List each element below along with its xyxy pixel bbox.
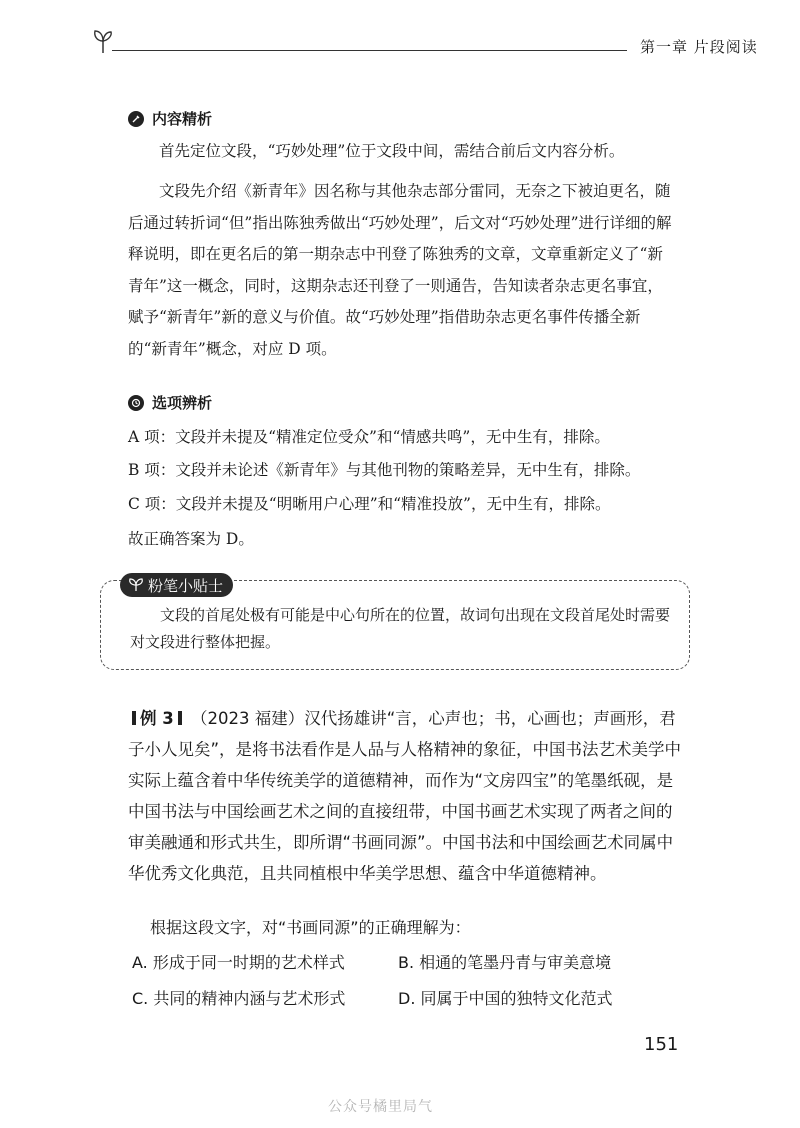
options-heading (128, 392, 212, 413)
choice-b: B. 相通的笔墨丹青与审美意境 (398, 953, 612, 972)
analysis-paragraph-2: 文段先介绍《新青年》因名称与其他杂志部分雷同，无奈之下被迫更名，随后通过转折词“但”指出陈独秀做出“巧妙处理”，后文对“巧妙处理”进行详细的解释说明，即在更名后的第一期杂志中刊登了陈独秀的文章，文章重新定义了“新青年”这一概念，同时，这期杂志还刊登了一则通告，告知读者杂志更名事宜，赋予“新青年”新的意义与价值。故“巧妙处理”指借助杂志更名事件传播全新的“新青年”概念，对应 D 项。 (128, 182, 672, 358)
sprout-icon (128, 578, 144, 592)
example-passage (128, 703, 688, 889)
choice-a: A. 形成于同一时期的艺术样式 (132, 953, 345, 972)
answer-line: 故正确答案为 D。 (128, 530, 254, 548)
options-heading-text: 选项辨析 (152, 394, 213, 412)
option-c-analysis: C 项：文段并未提及“明晰用户心理”和“精准投放”，无中生有，排除。 (128, 495, 611, 513)
example-tag: 例 3 (128, 709, 186, 728)
page-number: 151 (644, 1034, 679, 1055)
chapter-title: 第一章 片段阅读 (640, 38, 758, 56)
sprout-icon (92, 28, 114, 54)
option-b-analysis: B 项：文段并未论述《新青年》与其他刊物的策略差异，无中生有，排除。 (128, 461, 641, 479)
choice-c: C. 共同的精神内涵与艺术形式 (132, 989, 346, 1008)
watermark: 公众号橘里局气 (328, 1099, 433, 1115)
pen-icon (128, 111, 144, 127)
option-a-analysis: A 项：文段并未提及“精准定位受众”和“情感共鸣”，无中生有，排除。 (128, 428, 610, 446)
page-header (92, 28, 758, 58)
clock-icon (128, 395, 144, 411)
question-stem: 根据这段文字，对“书画同源”的正确理解为： (150, 918, 471, 937)
analysis-paragraph-1: 首先定位文段，“巧妙处理”位于文段中间，需结合前后文内容分析。 (159, 142, 625, 160)
tip-text: 文段的首尾处极有可能是中心句所在的位置，故词句出现在文段首尾处时需要对文段进行整体把握。 (130, 606, 671, 651)
tip-label-text: 粉笔小贴士 (148, 576, 224, 595)
example-text: 汉代扬雄讲“言，心声也；书，心画也；声画形，君子小人见矣”，是将书法看作是人品与人格精神的象征，中国书法艺术美学中实际上蕴含着中华传统美学的道德精神，而作为“文房四宝”的笔墨纸砚，是中国书法与中国绘画艺术之间的直接纽带，中国书画艺术实现了两者之间的审美融通和形式共生，即所谓“书画同源”。中国书法和中国绘画艺术同属中华优秀文化典范，且共同植根中华美学思想、蕴含中华道德精神。 (128, 709, 682, 883)
analysis-heading (128, 108, 212, 129)
choice-d: D. 同属于中国的独特文化范式 (398, 989, 613, 1008)
header-rule (112, 50, 627, 51)
example-source: （2023 福建） (190, 709, 305, 728)
analysis-heading-text: 内容精析 (152, 110, 213, 128)
tip-label (120, 573, 233, 597)
